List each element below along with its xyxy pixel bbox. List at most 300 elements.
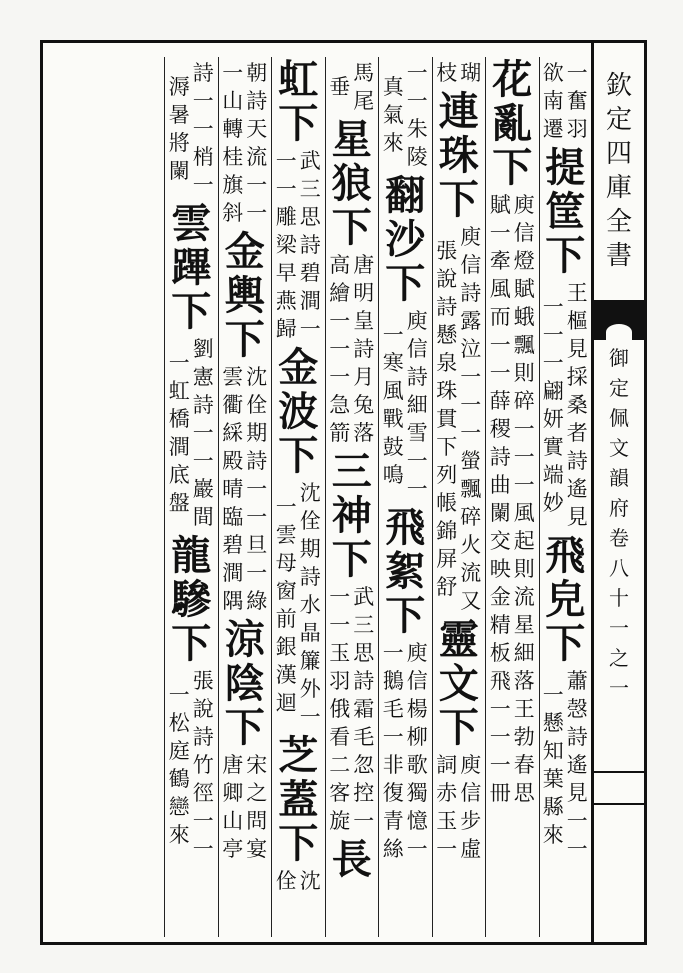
- annotation-char: 皇: [353, 309, 375, 333]
- annotation-char: 虹: [168, 379, 190, 403]
- annotation-char: 遷: [542, 117, 564, 141]
- volume-char: 一: [609, 616, 629, 640]
- annotation: [276, 147, 321, 343]
- annotation-char: 詩: [566, 449, 588, 473]
- annotation-char: 一: [275, 177, 297, 201]
- annotation-char: 佺: [275, 869, 297, 893]
- annotation-char: 詩: [460, 281, 482, 305]
- annotation-line: [246, 59, 267, 227]
- annotation-char: 雕: [275, 205, 297, 229]
- headword-char: 神: [331, 492, 372, 539]
- fishtail-mark: [594, 300, 644, 340]
- annotation-line: [567, 667, 588, 863]
- annotation-char: 陵: [406, 145, 428, 169]
- headword: [278, 57, 318, 145]
- annotation-char: 蛾: [513, 305, 535, 329]
- annotation-char: 一: [246, 477, 268, 501]
- volume-char: 定: [609, 376, 629, 400]
- annotation: [383, 639, 428, 863]
- annotation-char: 一: [489, 361, 511, 385]
- volume-char: 韻: [609, 466, 629, 490]
- annotation-char: 山: [222, 89, 244, 113]
- annotation-char: 月: [353, 365, 375, 389]
- headword-char: 芝: [278, 732, 319, 779]
- volume-char: 卷: [609, 526, 629, 550]
- annotation-char: 鵝: [382, 669, 404, 693]
- annotation-char: 者: [566, 421, 588, 445]
- annotation-char: 而: [489, 305, 511, 329]
- annotation-char: 賦: [513, 277, 535, 301]
- annotation-char: 遙: [566, 477, 588, 501]
- annotation-char: 詩: [192, 61, 214, 85]
- annotation-char: 三: [299, 177, 321, 201]
- headword-char: 下: [278, 432, 319, 479]
- annotation-char: 一: [382, 725, 404, 749]
- annotation-char: 歸: [275, 317, 297, 341]
- annotation-char: 斜: [222, 201, 244, 225]
- annotation: [329, 251, 374, 447]
- annotation-char: 一: [489, 697, 511, 721]
- annotation-line: [329, 583, 350, 835]
- annotation-line: [543, 293, 564, 517]
- annotation-char: 鶴: [168, 767, 190, 791]
- annotation: [222, 751, 267, 863]
- headword-char: 翻: [385, 172, 426, 219]
- annotation-char: 一: [542, 683, 564, 707]
- headword-char: 狼: [331, 160, 372, 207]
- annotation-char: 火: [460, 533, 482, 557]
- annotation-line: [329, 73, 350, 101]
- annotation-char: 庾: [460, 753, 482, 777]
- annotation-char: 天: [246, 117, 268, 141]
- annotation-char: 思: [299, 205, 321, 229]
- title-char: 庫: [605, 173, 632, 203]
- annotation-char: 盤: [168, 491, 190, 515]
- annotation-char: 綠: [246, 589, 268, 613]
- volume-char: 佩: [609, 406, 629, 430]
- annotation-char: 溽: [168, 75, 190, 99]
- annotation-char: 燈: [513, 249, 535, 273]
- annotation-char: 舒: [436, 575, 458, 599]
- annotation-char: 一: [406, 449, 428, 473]
- annotation-char: 殿: [222, 449, 244, 473]
- headword-char: 雲: [171, 200, 212, 247]
- annotation-char: 雲: [275, 523, 297, 547]
- title-char: 定: [605, 105, 632, 135]
- annotation-char: 柳: [406, 725, 428, 749]
- annotation-char: 一: [406, 837, 428, 861]
- annotation-char: 一: [460, 365, 482, 389]
- headword-char: 蓋: [278, 776, 319, 823]
- headword-char: 下: [545, 620, 586, 667]
- headword-char: 驂: [171, 576, 212, 623]
- headword-char: 下: [438, 176, 479, 223]
- annotation-char: 一: [275, 495, 297, 519]
- annotation-char: 間: [192, 505, 214, 529]
- headword-char: 三: [331, 448, 372, 495]
- annotation-char: 旦: [246, 533, 268, 557]
- annotation: [543, 279, 588, 531]
- annotation: [383, 59, 428, 171]
- annotation-char: 問: [246, 809, 268, 833]
- headword: [171, 533, 211, 665]
- headword-char: 輿: [224, 272, 265, 319]
- annotation-line: [514, 191, 535, 807]
- headword: [492, 57, 532, 189]
- text-column: [378, 57, 432, 937]
- folio-mark: [594, 771, 644, 805]
- annotation-char: 詞: [436, 753, 458, 777]
- headword-char: 下: [331, 536, 372, 583]
- title-char: 書: [605, 241, 632, 271]
- annotation-char: 一: [489, 221, 511, 245]
- annotation-char: 見: [566, 781, 588, 805]
- annotation-line: [222, 59, 243, 227]
- annotation-char: 一: [566, 837, 588, 861]
- annotation-char: 戀: [168, 795, 190, 819]
- annotation-line: [436, 59, 457, 87]
- annotation-char: 一: [168, 351, 190, 375]
- title-char: 四: [605, 139, 632, 169]
- annotation-char: 母: [275, 551, 297, 575]
- annotation-char: 一: [406, 61, 428, 85]
- annotation-char: 板: [489, 641, 511, 665]
- annotation-char: 燕: [275, 289, 297, 313]
- annotation: [169, 335, 214, 531]
- annotation-char: 一: [353, 809, 375, 833]
- annotation-line: [246, 363, 267, 615]
- annotation-char: 控: [353, 781, 375, 805]
- annotation-char: 貫: [436, 407, 458, 431]
- annotation-char: 銀: [275, 635, 297, 659]
- annotation-char: 蕭: [566, 669, 588, 693]
- annotation-char: 庾: [513, 193, 535, 217]
- annotation: [490, 191, 535, 807]
- annotation-char: 流: [513, 585, 535, 609]
- annotation-char: 南: [542, 89, 564, 113]
- annotation-char: 一: [513, 445, 535, 469]
- annotation-char: 絲: [382, 837, 404, 861]
- annotation-char: 張: [436, 239, 458, 263]
- annotation-char: 一: [192, 89, 214, 113]
- headword: [171, 201, 211, 333]
- annotation: [276, 867, 321, 895]
- annotation-char: 看: [329, 725, 351, 749]
- volume-title: [594, 343, 644, 703]
- annotation-line: [169, 349, 190, 517]
- annotation-char: 詩: [299, 565, 321, 589]
- annotation: [169, 59, 214, 199]
- annotation-char: 客: [329, 781, 351, 805]
- annotation-char: 窗: [275, 579, 297, 603]
- annotation-char: 一: [406, 477, 428, 501]
- annotation-char: 徑: [192, 781, 214, 805]
- annotation-char: 雪: [406, 421, 428, 445]
- volume-char: 御: [609, 346, 629, 370]
- annotation-char: 翩: [542, 379, 564, 403]
- annotation-char: 碧: [299, 261, 321, 285]
- headword-char: 星: [331, 116, 372, 163]
- annotation-char: 一: [192, 173, 214, 197]
- annotation-char: 羽: [566, 117, 588, 141]
- annotation-line: [193, 667, 214, 863]
- headword-char: 下: [278, 100, 319, 147]
- headword-char: 金: [224, 228, 265, 275]
- annotation-line: [169, 681, 190, 849]
- annotation-char: 詩: [192, 393, 214, 417]
- annotation-char: 一: [329, 613, 351, 637]
- headword-char: 飛: [545, 532, 586, 579]
- annotation-line: [353, 251, 374, 447]
- annotation-char: 晶: [299, 621, 321, 645]
- annotation-char: 實: [542, 435, 564, 459]
- annotation-char: 飄: [460, 477, 482, 501]
- annotation-char: 綵: [222, 421, 244, 445]
- annotation-char: 信: [513, 221, 535, 245]
- annotation-char: 玉: [329, 641, 351, 665]
- annotation-char: 信: [406, 337, 428, 361]
- headword-char: 靈: [438, 616, 479, 663]
- annotation-char: 詩: [192, 725, 214, 749]
- headword-char: 皃: [545, 576, 586, 623]
- annotation-char: 一: [246, 201, 268, 225]
- headword: [278, 345, 318, 477]
- text-column: [218, 57, 272, 937]
- annotation-char: 暑: [168, 103, 190, 127]
- annotation-char: 落: [513, 669, 535, 693]
- annotation-line: [383, 639, 404, 863]
- annotation-char: 賦: [489, 193, 511, 217]
- annotation-char: 俄: [329, 697, 351, 721]
- text-columns: [43, 57, 592, 937]
- annotation: [276, 479, 321, 731]
- annotation-char: 憶: [406, 809, 428, 833]
- annotation-char: 庾: [460, 225, 482, 249]
- headword-char: 亂: [492, 100, 533, 147]
- headword: [278, 733, 318, 865]
- annotation-line: [353, 583, 374, 835]
- headword: [439, 89, 479, 221]
- annotation-char: 枝: [436, 61, 458, 85]
- annotation-char: 帳: [436, 491, 458, 515]
- annotation-char: 武: [353, 585, 375, 609]
- annotation-char: 妙: [542, 491, 564, 515]
- annotation-char: 一: [489, 333, 511, 357]
- annotation-char: 映: [489, 557, 511, 581]
- annotation-char: 繪: [329, 281, 351, 305]
- annotation-char: 來: [168, 823, 190, 847]
- annotation-char: 詩: [489, 445, 511, 469]
- annotation-char: 箭: [329, 421, 351, 445]
- annotation-line: [222, 363, 243, 615]
- annotation-char: 三: [353, 613, 375, 637]
- annotation-char: 將: [168, 131, 190, 155]
- annotation-char: 碎: [460, 505, 482, 529]
- annotation-line: [407, 639, 428, 863]
- annotation-char: 衢: [222, 393, 244, 417]
- annotation-char: 詩: [299, 233, 321, 257]
- headword-char: 下: [278, 820, 319, 867]
- headword-char: 下: [171, 620, 212, 667]
- headword-char: 絮: [385, 548, 426, 595]
- headword-char: 下: [438, 704, 479, 751]
- volume-char: 之: [609, 646, 629, 670]
- annotation-line: [407, 59, 428, 171]
- annotation-char: 則: [513, 361, 535, 385]
- annotation-char: 縣: [542, 795, 564, 819]
- annotation-char: 真: [382, 75, 404, 99]
- annotation-char: 碎: [513, 389, 535, 413]
- text-column: [271, 57, 325, 937]
- annotation-char: 一: [222, 61, 244, 85]
- annotation-char: 碧: [222, 533, 244, 557]
- annotation-char: 一: [246, 173, 268, 197]
- annotation-char: 外: [299, 677, 321, 701]
- annotation-line: [193, 59, 214, 199]
- annotation-char: 復: [382, 781, 404, 805]
- annotation-char: 轉: [222, 117, 244, 141]
- annotation-char: 細: [406, 393, 428, 417]
- annotation-char: 佺: [246, 393, 268, 417]
- headword-char: 龍: [171, 532, 212, 579]
- annotation-char: 春: [513, 753, 535, 777]
- annotation: [383, 307, 428, 503]
- annotation-char: 錦: [436, 519, 458, 543]
- annotation-char: 一: [542, 295, 564, 319]
- annotation-char: 山: [222, 809, 244, 833]
- annotation-char: 期: [299, 537, 321, 561]
- annotation-char: 朱: [406, 117, 428, 141]
- annotation-char: 急: [329, 393, 351, 417]
- annotation-char: 庾: [406, 309, 428, 333]
- annotation-char: 風: [489, 277, 511, 301]
- annotation-char: 旋: [329, 809, 351, 833]
- headword: [439, 617, 479, 749]
- annotation-line: [383, 321, 404, 489]
- annotation-char: 起: [513, 529, 535, 553]
- annotation: [543, 667, 588, 863]
- volume-char: 府: [609, 496, 629, 520]
- annotation: [222, 59, 267, 227]
- annotation-char: 一: [192, 837, 214, 861]
- annotation-char: 早: [275, 261, 297, 285]
- annotation-char: 忽: [353, 753, 375, 777]
- annotation-line: [543, 59, 564, 143]
- annotation-char: 戰: [382, 407, 404, 431]
- annotation-char: 二: [329, 753, 351, 777]
- annotation: [543, 59, 588, 143]
- annotation-char: 澗: [299, 289, 321, 313]
- headword-char: 下: [171, 288, 212, 335]
- annotation-char: 樞: [566, 309, 588, 333]
- headword-char: 連: [438, 88, 479, 135]
- headword-char: 下: [385, 260, 426, 307]
- annotation-char: 之: [246, 781, 268, 805]
- annotation-char: 一: [460, 393, 482, 417]
- text-column: [432, 57, 486, 937]
- annotation-line: [222, 751, 243, 863]
- headword: [332, 117, 372, 249]
- annotation-char: 詩: [353, 337, 375, 361]
- annotation-char: 沈: [246, 365, 268, 389]
- headword-char: 下: [545, 232, 586, 279]
- annotation-char: 一: [275, 149, 297, 173]
- annotation-char: 尾: [353, 89, 375, 113]
- annotation-char: 玉: [436, 809, 458, 833]
- annotation-char: 泉: [436, 351, 458, 375]
- annotation-char: 一: [246, 505, 268, 529]
- annotation-char: 流: [460, 561, 482, 585]
- annotation-char: 巖: [192, 477, 214, 501]
- annotation-char: 屏: [436, 547, 458, 571]
- annotation-char: 劉: [192, 337, 214, 361]
- headword-char: 金: [278, 344, 319, 391]
- annotation-char: 遙: [566, 753, 588, 777]
- annotation-char: 信: [460, 781, 482, 805]
- annotation-char: 一: [329, 337, 351, 361]
- headword-char: 下: [224, 316, 265, 363]
- headword-char: 提: [545, 144, 586, 191]
- annotation-char: 馬: [353, 61, 375, 85]
- annotation-line: [276, 493, 297, 717]
- text-column: [539, 57, 593, 937]
- annotation-char: 宋: [246, 753, 268, 777]
- annotation-char: 唐: [222, 753, 244, 777]
- annotation-char: 雲: [222, 365, 244, 389]
- annotation: [436, 751, 481, 863]
- title-char: 欽: [605, 71, 632, 101]
- annotation-char: 詩: [353, 669, 375, 693]
- headword-char: 珠: [438, 132, 479, 179]
- annotation-char: 見: [566, 337, 588, 361]
- annotation-char: 列: [436, 463, 458, 487]
- headword-char: 虹: [278, 56, 319, 103]
- annotation-char: 亭: [222, 837, 244, 861]
- headword: [225, 229, 265, 361]
- annotation-char: 奮: [566, 89, 588, 113]
- annotation-char: 薛: [489, 389, 511, 413]
- annotation-char: 一: [192, 449, 214, 473]
- annotation-line: [276, 867, 297, 895]
- annotation-char: 垂: [329, 75, 351, 99]
- headword-char: 飛: [385, 504, 426, 551]
- book-title: [594, 69, 644, 273]
- annotation-char: 交: [489, 529, 511, 553]
- annotation-char: 採: [566, 365, 588, 389]
- annotation-char: 欲: [542, 61, 564, 85]
- headword-char: 花: [492, 56, 533, 103]
- annotation-char: 一: [566, 809, 588, 833]
- annotation-char: 金: [489, 585, 511, 609]
- annotation-char: 一: [513, 473, 535, 497]
- annotation-char: 一: [299, 317, 321, 341]
- headword: [385, 173, 425, 305]
- annotation-char: 前: [275, 607, 297, 631]
- annotation-char: 朝: [246, 61, 268, 85]
- headword-char: 沙: [385, 216, 426, 263]
- title-char: 全: [605, 207, 632, 237]
- annotation-char: 步: [460, 809, 482, 833]
- annotation-char: 流: [246, 145, 268, 169]
- annotation-char: 非: [382, 753, 404, 777]
- annotation-char: 懸: [542, 711, 564, 735]
- annotation-char: 一: [382, 323, 404, 347]
- annotation-line: [246, 751, 267, 863]
- annotation-line: [193, 335, 214, 531]
- annotation-char: 迴: [275, 691, 297, 715]
- annotation-char: 見: [566, 505, 588, 529]
- annotation-char: 青: [382, 809, 404, 833]
